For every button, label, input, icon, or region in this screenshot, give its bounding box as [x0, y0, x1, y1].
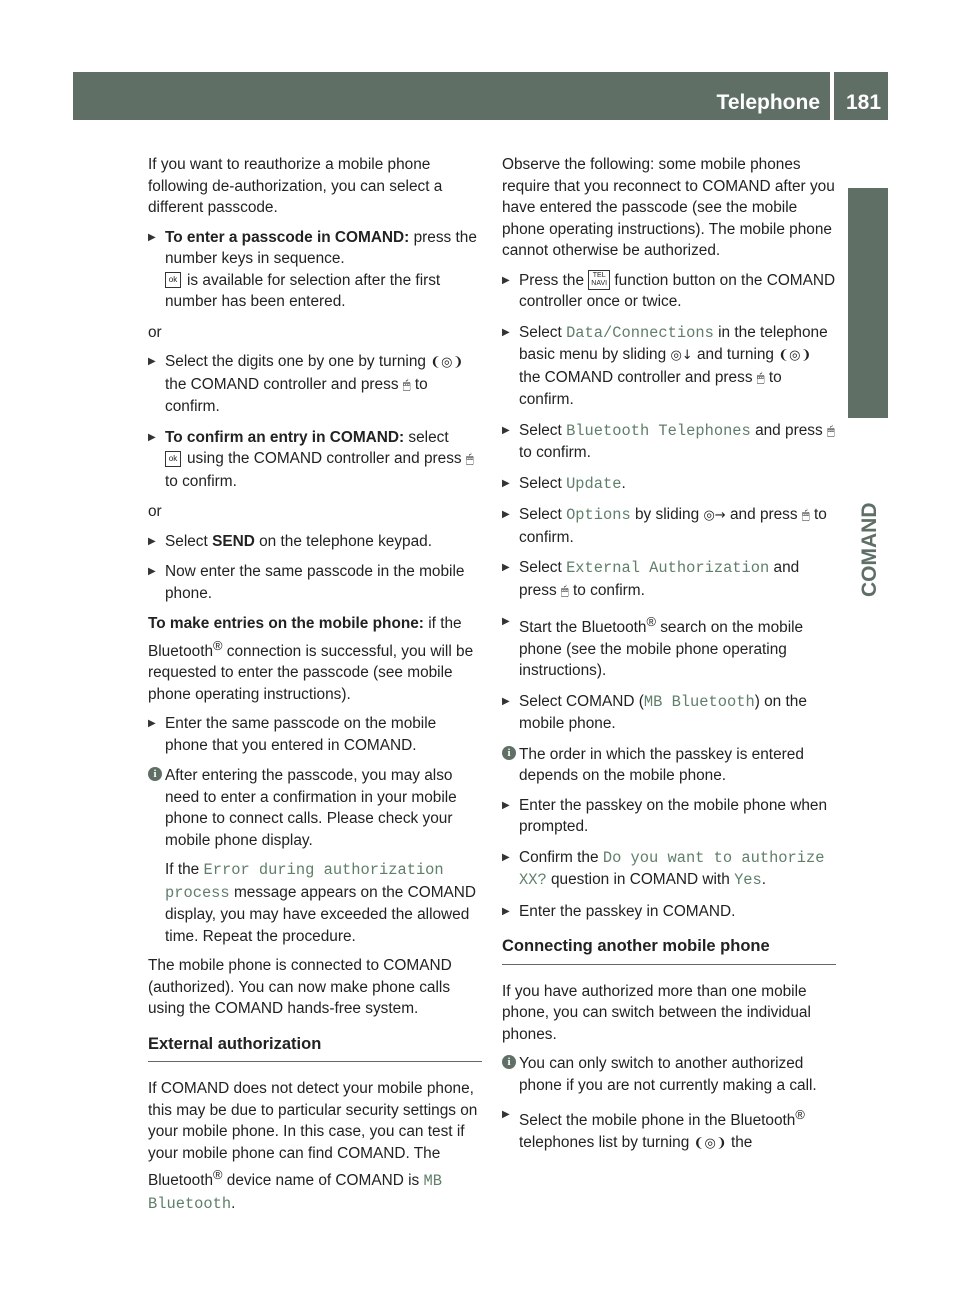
step-select-mobile: ▶ Select the mobile phone in the Bluetooth® telephones list by turning ❨◎❩ the [502, 1104, 836, 1154]
press-controller-icon: 🖱 [465, 452, 474, 467]
intro-text: If you want to reauthorize a mobile phone following de-authorization, you can select a different passcode. [148, 156, 443, 216]
step-press-tel: ▶ Press the TEL NAVI function button on the COMAND controller once or twice. [502, 270, 836, 313]
section-label: COMAND [858, 502, 881, 597]
turn-controller-icon: ❨◎❩ [778, 348, 812, 363]
slide-right-icon: ◎→ [703, 508, 726, 523]
press-controller-icon: 🖱 [560, 583, 569, 599]
step-start-search: ▶ Start the Bluetooth® search on the mobile phone (see the mobile phone operating instructions). [502, 611, 836, 682]
step-data-connections: ▶ Select Data/Connections in the telephone basic menu by sliding ◎↓ and turning ❨◎❩ the COMAND controller and press 🖱 to confirm. [502, 322, 836, 411]
step-send: ▶ Select SEND on the telephone keypad. [148, 531, 482, 553]
info-note-passkey: i The order in which the passkey is entered depends on the mobile phone. [502, 744, 836, 787]
step-confirm-entry: ▶ To confirm an entry in COMAND: select ok using the COMAND controller and press 🖱 to confirm. [148, 427, 482, 493]
left-column [148, 154, 482, 1223]
press-controller-icon: 🖱 [756, 370, 765, 386]
press-controller-icon: 🖱 [402, 377, 411, 393]
tel-navi-icon: TEL NAVI [588, 270, 610, 290]
external-auth-text: If COMAND does not detect your mobile phone, this may be due to particular security settings on your mobile phone. In this case, you can test if your mobile phone can find COMAND. The Bluetooth® device name of COMAND is MB Bluetooth. [148, 1080, 478, 1213]
section-tab [848, 188, 888, 418]
step-confirm-authorize: ▶ Confirm the Do you want to authorize XX? question in COMAND with Yes. [502, 847, 836, 892]
or-text: or [148, 323, 162, 341]
turn-controller-icon: ❨◎❩ [693, 1135, 727, 1151]
step-enter-passkey-comand: ▶ Enter the passkey in COMAND. [502, 901, 836, 923]
press-controller-icon: 🖱 [826, 423, 835, 439]
step-update: ▶ Select Update. [502, 473, 836, 496]
slide-down-icon: ◎↓ [670, 348, 693, 363]
page-title: Telephone [716, 91, 820, 114]
info-icon: i [502, 746, 516, 760]
header-separator [830, 72, 834, 120]
step-select-digits: ▶ Select the digits one by one by turning ❨◎❩ the COMAND controller and press 🖱 to confirm. [148, 351, 482, 418]
step-bluetooth-telephones: ▶ Select Bluetooth Telephones and press 🖱 to confirm. [502, 420, 836, 464]
step-external-authorization: ▶ Select External Authorization and press 🖱 to confirm. [502, 557, 836, 602]
step-enter-mobile: ▶ Now enter the same passcode in the mobile phone. [148, 561, 482, 604]
info-note-error: If the Error during authorization process message appears on the COMAND display, you may have exceeded the allowed time. Repeat the procedure. [165, 861, 477, 945]
step-enter-passcode: ▶ To enter a passcode in COMAND: press the number keys in sequence. ok is available for selection after the first number has been entered. [148, 227, 482, 313]
step-options: ▶ Select Options by sliding ◎→ and press 🖱 to confirm. [502, 504, 836, 548]
info-note: i After entering the passcode, you may also need to enter a confirmation in your mobile phone to connect calls. Please check your mobile phone display. [148, 765, 482, 851]
right-column [502, 154, 836, 1163]
step-select-comand: ▶ Select COMAND (MB Bluetooth) on the mobile phone. [502, 691, 836, 735]
step-same-passcode: ▶ Enter the same passcode on the mobile phone that you entered in COMAND. [148, 713, 482, 756]
turn-controller-icon: ❨◎❩ [430, 355, 464, 370]
connected-text: The mobile phone is connected to COMAND (authorized). You can now make phone calls using the COMAND hands-free system. [148, 957, 452, 1018]
section-heading: External authorization [148, 1034, 482, 1063]
connecting-text: If you have authorized more than one mobile phone, you can switch between the individual phones. [502, 982, 811, 1043]
info-icon: i [148, 767, 162, 781]
section-heading: Connecting another mobile phone [502, 936, 836, 965]
step-enter-passkey-mobile: ▶ Enter the passkey on the mobile phone when prompted. [502, 795, 836, 838]
page-number: 181 [846, 91, 882, 114]
mobile-entries-text: To make entries on the mobile phone: if the Bluetooth® connection is successful, you will be requested to enter the passcode (see mobile phone operating instructions). [148, 615, 474, 703]
or-text: or [148, 503, 162, 520]
observe-text: Observe the following: some mobile phones require that you reconnect to COMAND after you have entered the passcode (see the mobile phone operating instructions). The mobile phone cannot otherwise be authorized. [502, 156, 835, 259]
press-controller-icon: 🖱 [801, 508, 810, 523]
ok-icon: ok [165, 451, 181, 467]
info-icon: i [502, 1055, 516, 1069]
info-note-switch: i You can only switch to another authorized phone if you are not currently making a call. [502, 1053, 836, 1096]
ok-icon: ok [165, 272, 181, 288]
